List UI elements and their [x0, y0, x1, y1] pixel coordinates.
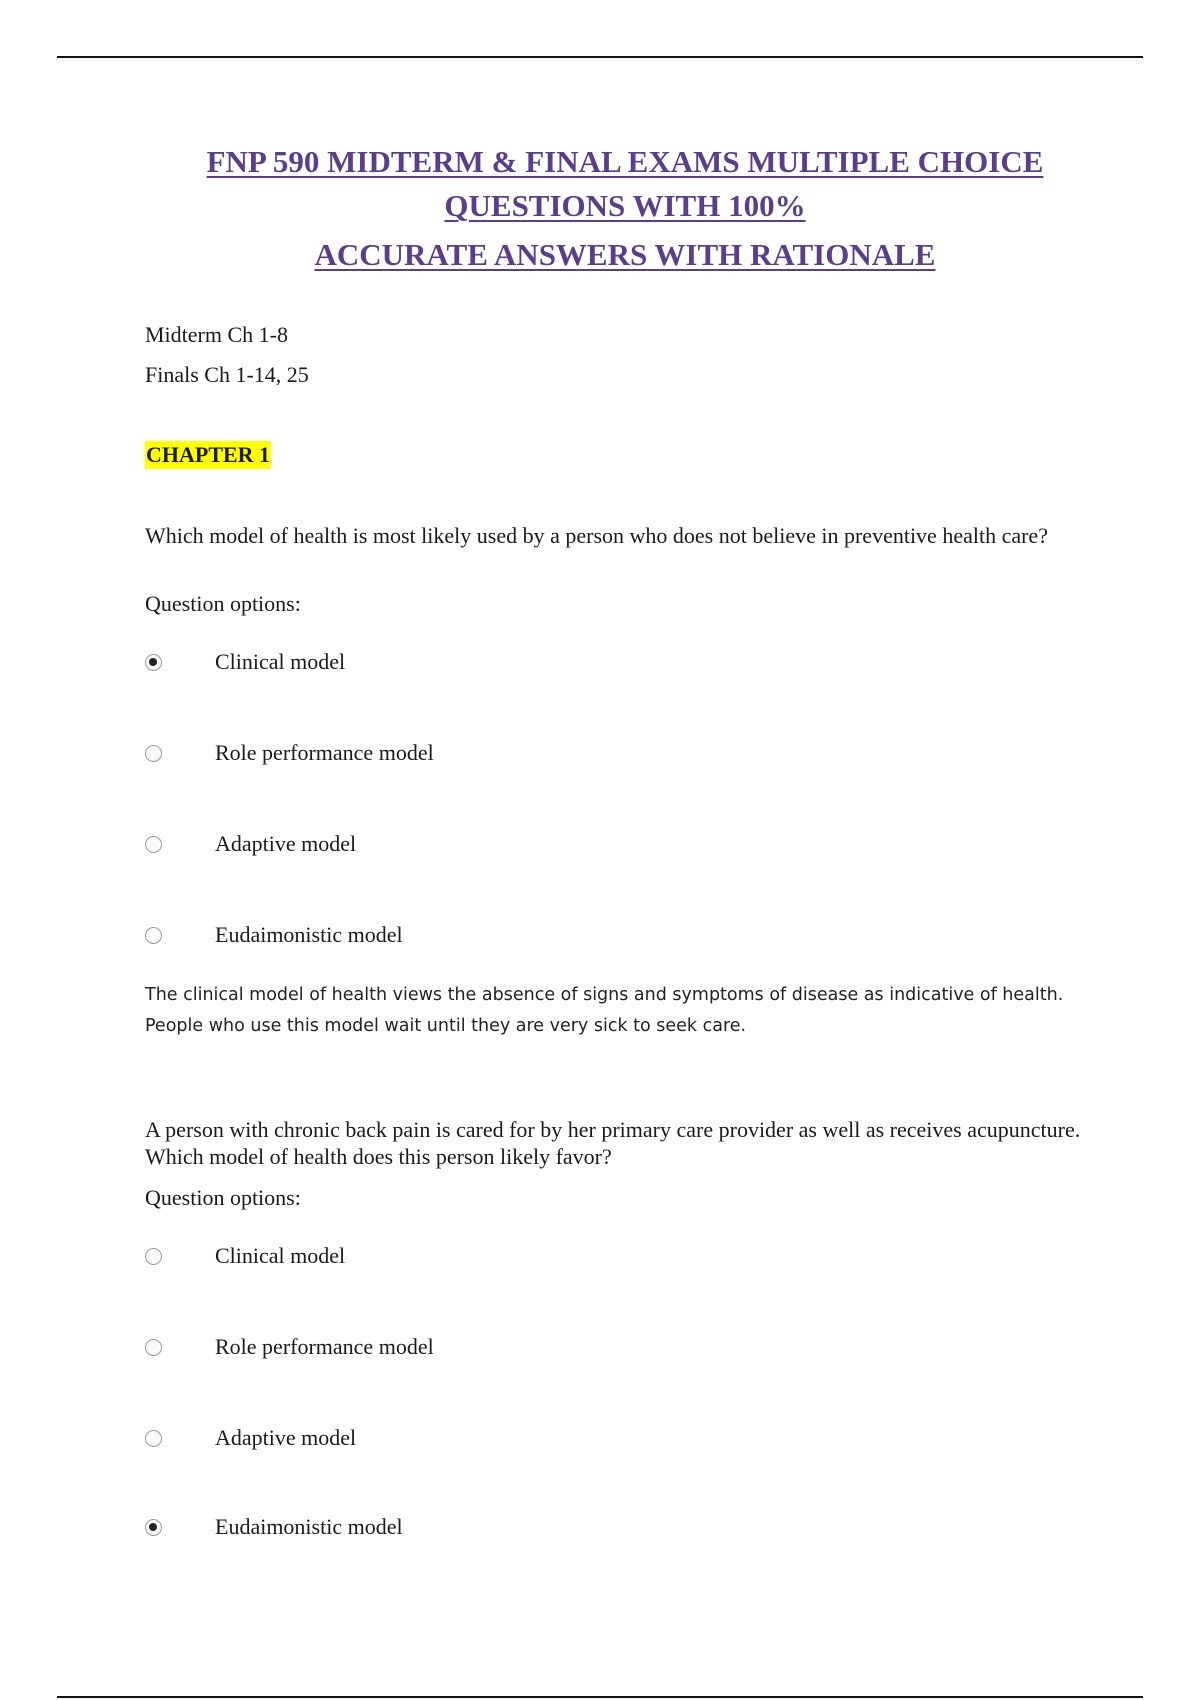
radio-unselected-icon[interactable] [145, 745, 162, 762]
question-2-options-label: Question options: [145, 1185, 301, 1210]
radio-unselected-icon[interactable] [145, 1430, 162, 1447]
radio-unselected-icon[interactable] [145, 1248, 162, 1265]
finals-chapters: Finals Ch 1-14, 25 [145, 362, 309, 387]
question-2-option-4[interactable] [145, 1512, 403, 1542]
top-rule [57, 56, 1143, 58]
document-title [100, 140, 1150, 277]
midterm-chapters: Midterm Ch 1-8 [145, 322, 288, 347]
option-label: Adaptive model [215, 1425, 357, 1450]
title-line-1: FNP 590 MIDTERM & FINAL EXAMS MULTIPLE CHOICE [206, 144, 1044, 179]
question-2-text: A person with chronic back pain is cared for by her primary care provider as well as receives acupuncture. Which model of health does this person likely favor? [145, 1117, 1081, 1169]
radio-unselected-icon[interactable] [145, 927, 162, 944]
option-label: Clinical model [215, 649, 346, 674]
option-label: Eudaimonistic model [215, 922, 403, 947]
option-label: Role performance model [215, 1334, 434, 1359]
question-1-text: Which model of health is most likely used by a person who does not believe in preventive health care? [145, 523, 1048, 548]
question-1-options-label: Question options: [145, 591, 301, 616]
option-label: Adaptive model [215, 831, 357, 856]
question-1-option-2[interactable] [145, 738, 434, 768]
question-1-option-1[interactable] [145, 647, 346, 677]
question-1-option-3[interactable] [145, 829, 357, 859]
question-2-option-1[interactable] [145, 1241, 346, 1271]
title-line-3: ACCURATE ANSWERS WITH RATIONALE [314, 237, 936, 272]
radio-unselected-icon[interactable] [145, 1339, 162, 1356]
question-1-option-4[interactable] [145, 920, 403, 950]
bottom-rule [57, 1696, 1143, 1698]
radio-selected-icon[interactable] [145, 654, 162, 671]
title-line-2: QUESTIONS WITH 100% [444, 188, 806, 223]
radio-unselected-icon[interactable] [145, 836, 162, 853]
radio-selected-icon[interactable] [145, 1519, 162, 1536]
option-label: Role performance model [215, 740, 434, 765]
question-2-option-3[interactable] [145, 1423, 357, 1453]
option-label: Eudaimonistic model [215, 1514, 403, 1539]
question-1-rationale: The clinical model of health views the absence of signs and symptoms of disease as indicative of health. People who use this model wait until they are very sick to seek care. [145, 985, 1064, 1036]
question-2-option-2[interactable] [145, 1332, 434, 1362]
option-label: Clinical model [215, 1243, 346, 1268]
chapter-heading: CHAPTER 1 [146, 442, 271, 467]
